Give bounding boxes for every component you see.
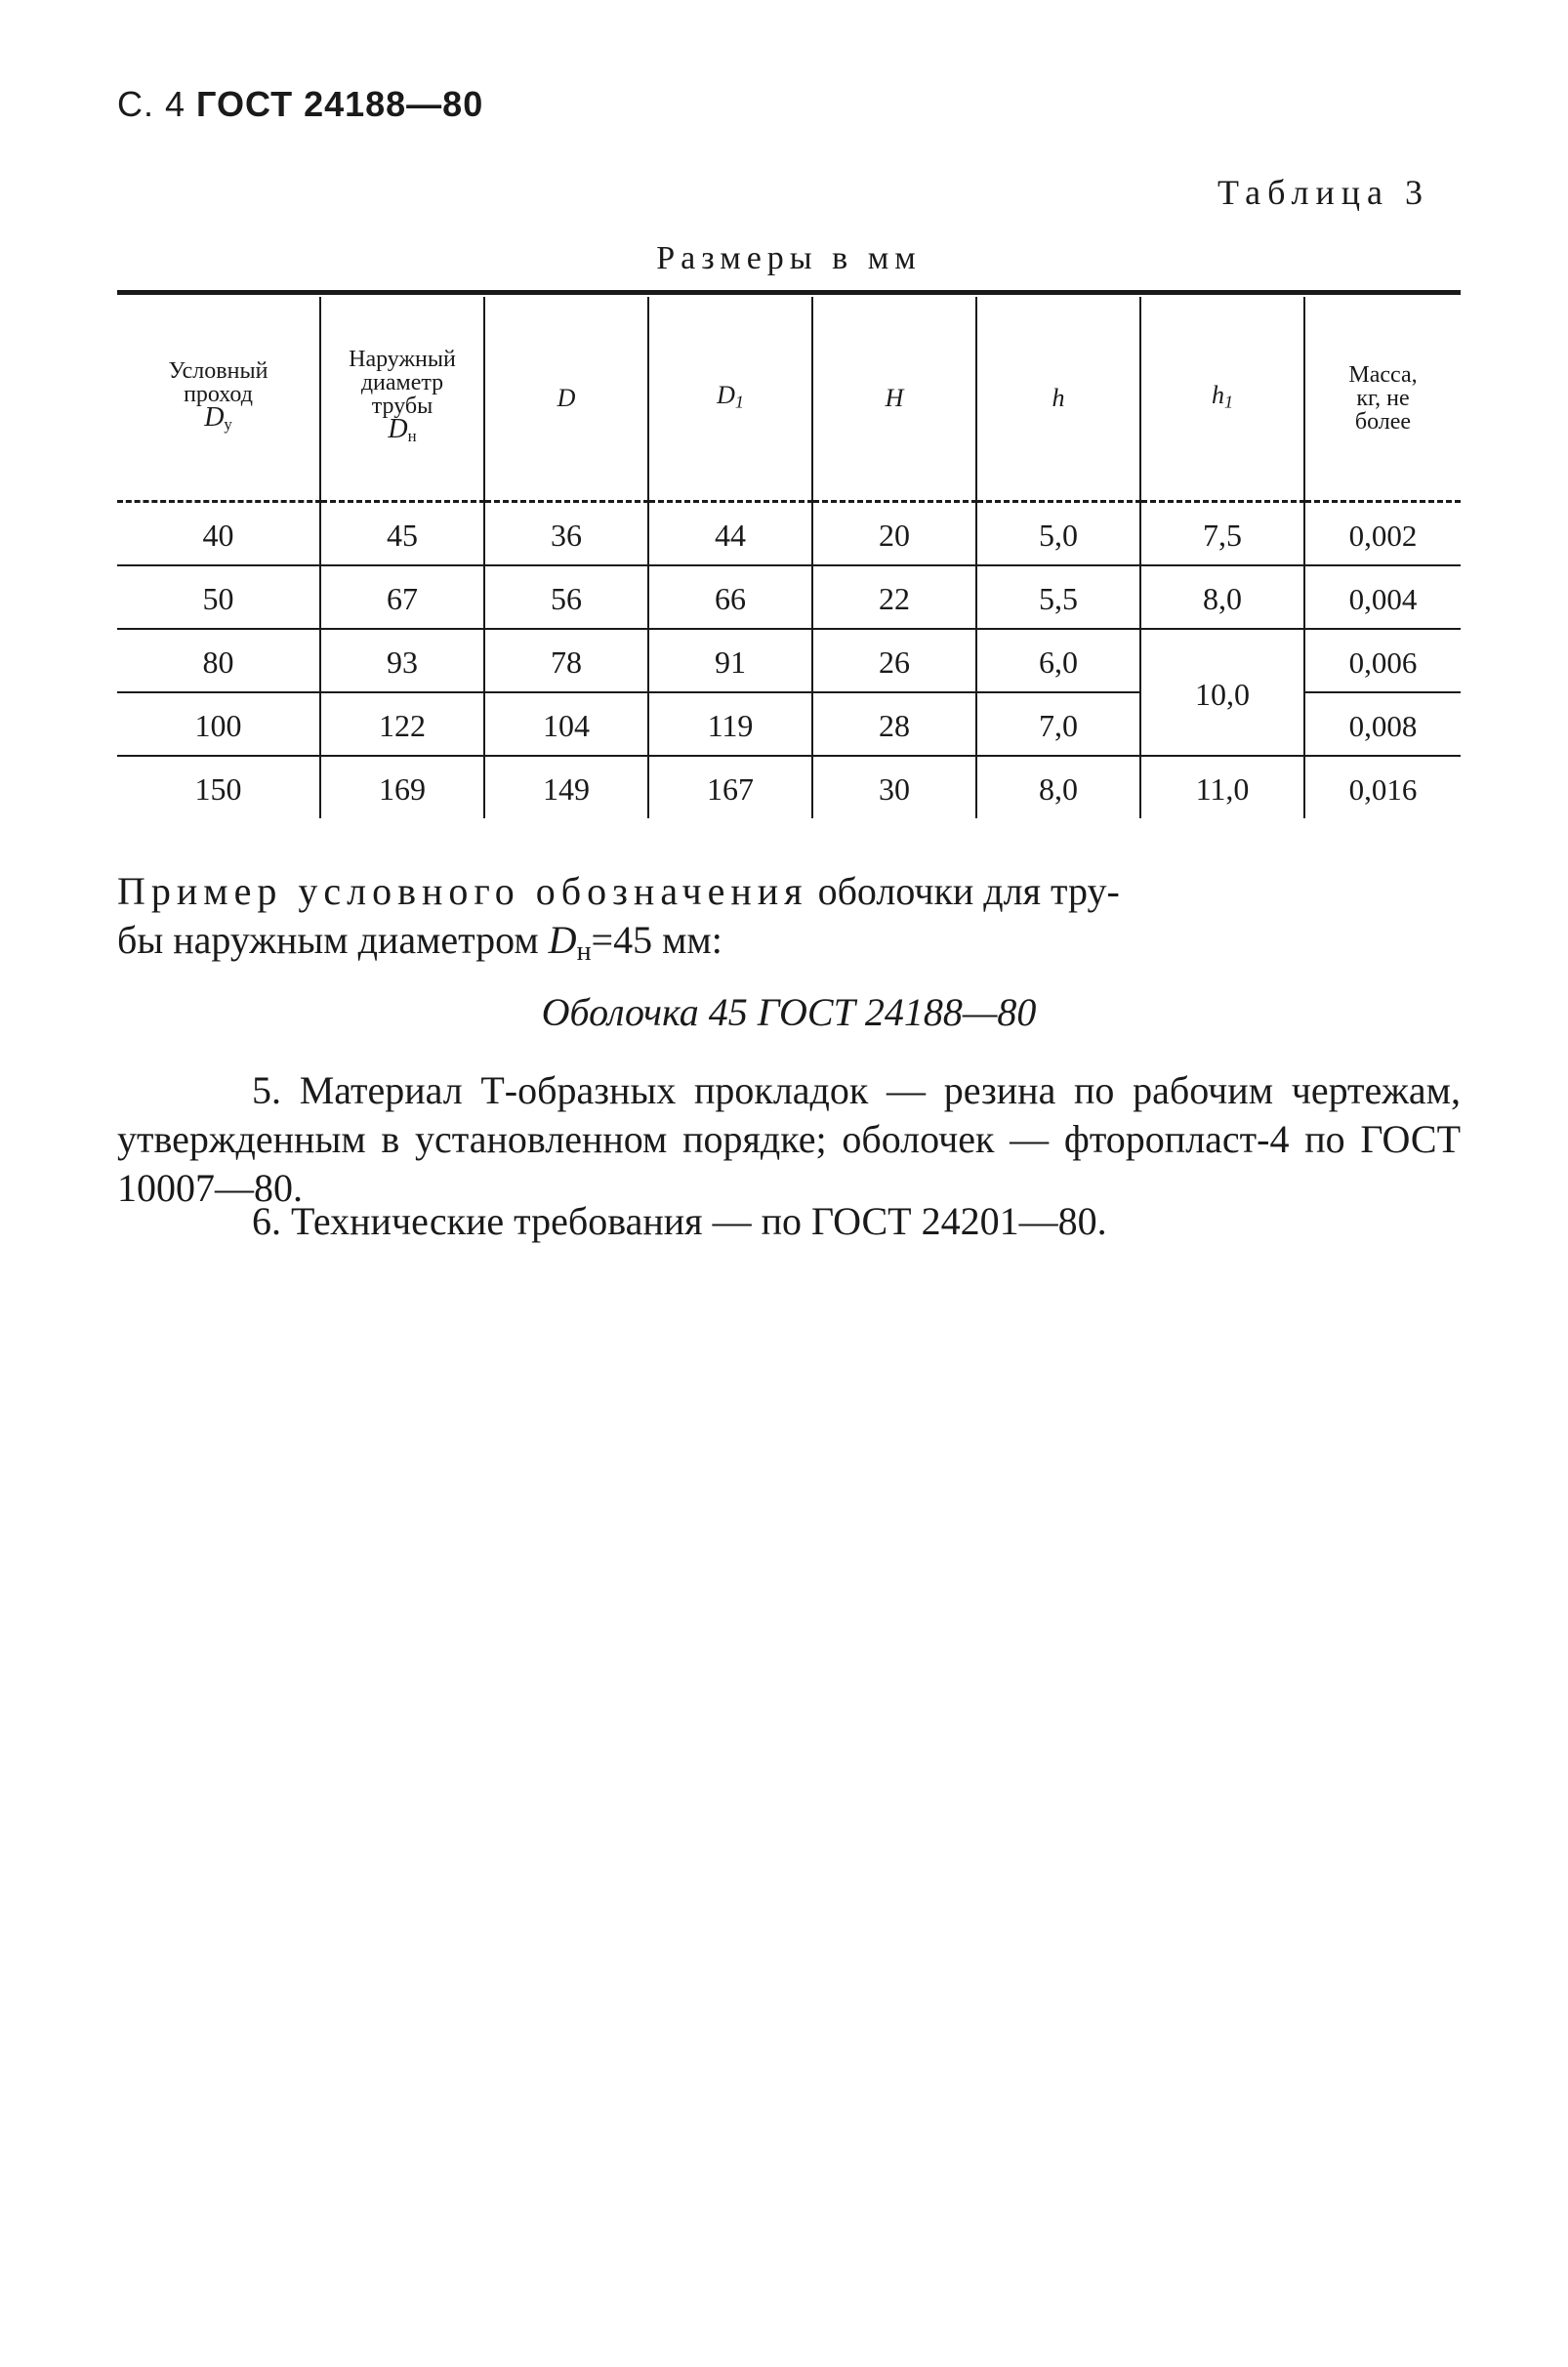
cell: 67 (320, 565, 484, 629)
cell: 0,004 (1304, 565, 1461, 629)
header-nominal-bore: Условный проход $D_у$ (117, 297, 320, 502)
cell: 104 (484, 692, 648, 756)
cell: 122 (320, 692, 484, 756)
cell: 169 (320, 756, 484, 818)
cell: 0,016 (1304, 756, 1461, 818)
cell: 50 (117, 565, 320, 629)
table-top-rule (117, 290, 1461, 295)
cell: 119 (648, 692, 812, 756)
cell: 100 (117, 692, 320, 756)
cell: 0,006 (1304, 629, 1461, 692)
example-text-line1: оболочки для тру- (817, 869, 1120, 913)
cell: 66 (648, 565, 812, 629)
cell: 20 (812, 502, 976, 566)
cell: 44 (648, 502, 812, 566)
cell: 45 (320, 502, 484, 566)
table-row (117, 502, 1461, 566)
table-row (117, 629, 1461, 692)
page-number: С. 4 (117, 84, 186, 124)
example-paragraph: Пример условного обозначения оболочки для тру- бы наружным диаметром $D_н=45$ мм: (117, 869, 1120, 967)
header-d: D (484, 297, 648, 502)
cell: 8,0 (1140, 565, 1304, 629)
item-6: 6. Технические требования — по ГОСТ 24201—80. (252, 1199, 1107, 1243)
standard-number: ГОСТ 24188—80 (196, 84, 484, 124)
example-designation: Оболочка 45 ГОСТ 24188—80 (541, 990, 1037, 1034)
dimensions-table (117, 297, 1461, 818)
table-row (117, 756, 1461, 818)
cell: 28 (812, 692, 976, 756)
cell: 56 (484, 565, 648, 629)
cell: 11,0 (1140, 756, 1304, 818)
cell: 8,0 (976, 756, 1140, 818)
header-h: h (976, 297, 1140, 502)
cell: 5,5 (976, 565, 1140, 629)
table-header-row (117, 297, 1461, 502)
header-h-upper: H (812, 297, 976, 502)
cell: 7,5 (1140, 502, 1304, 566)
cell: 0,002 (1304, 502, 1461, 566)
cell: 40 (117, 502, 320, 566)
cell: 93 (320, 629, 484, 692)
table-row (117, 565, 1461, 629)
cell: 150 (194, 771, 242, 807)
cell: 78 (484, 629, 648, 692)
cell: 6,0 (976, 629, 1140, 692)
cell: 30 (812, 756, 976, 818)
header-h1: $h_1$ (1140, 297, 1304, 502)
cell: 36 (484, 502, 648, 566)
cell: 80 (117, 629, 320, 692)
example-symbol: D (548, 918, 577, 962)
header-d1: $D_1$ (648, 297, 812, 502)
page-header (117, 84, 483, 125)
cell: 22 (812, 565, 976, 629)
item-5: 5. Материал Т-образных прокладок — резина по рабочим чертежам, утвержденным в установленном порядке; оболочек — фторопласт-4 по ГОСТ 10007—80. (117, 1068, 1461, 1210)
example-text-line2: бы наружным диаметром (117, 918, 539, 962)
cell: 0,008 (1304, 692, 1461, 756)
cell: 91 (648, 629, 812, 692)
cell-merged: 10,0 (1140, 629, 1304, 756)
example-lead: Пример условного обозначения (117, 869, 808, 913)
cell: 149 (484, 756, 648, 818)
cell: 7,0 (976, 692, 1140, 756)
cell: 26 (812, 629, 976, 692)
header-pipe-outer-diameter: Наружный диаметр трубы $D_н$ (320, 297, 484, 502)
header-mass: Масса, кг, не более (1304, 297, 1461, 502)
cell: 167 (648, 756, 812, 818)
cell: 5,0 (976, 502, 1140, 566)
units-caption: Размеры в мм (656, 240, 922, 276)
table-label: Таблица 3 (1217, 173, 1429, 212)
